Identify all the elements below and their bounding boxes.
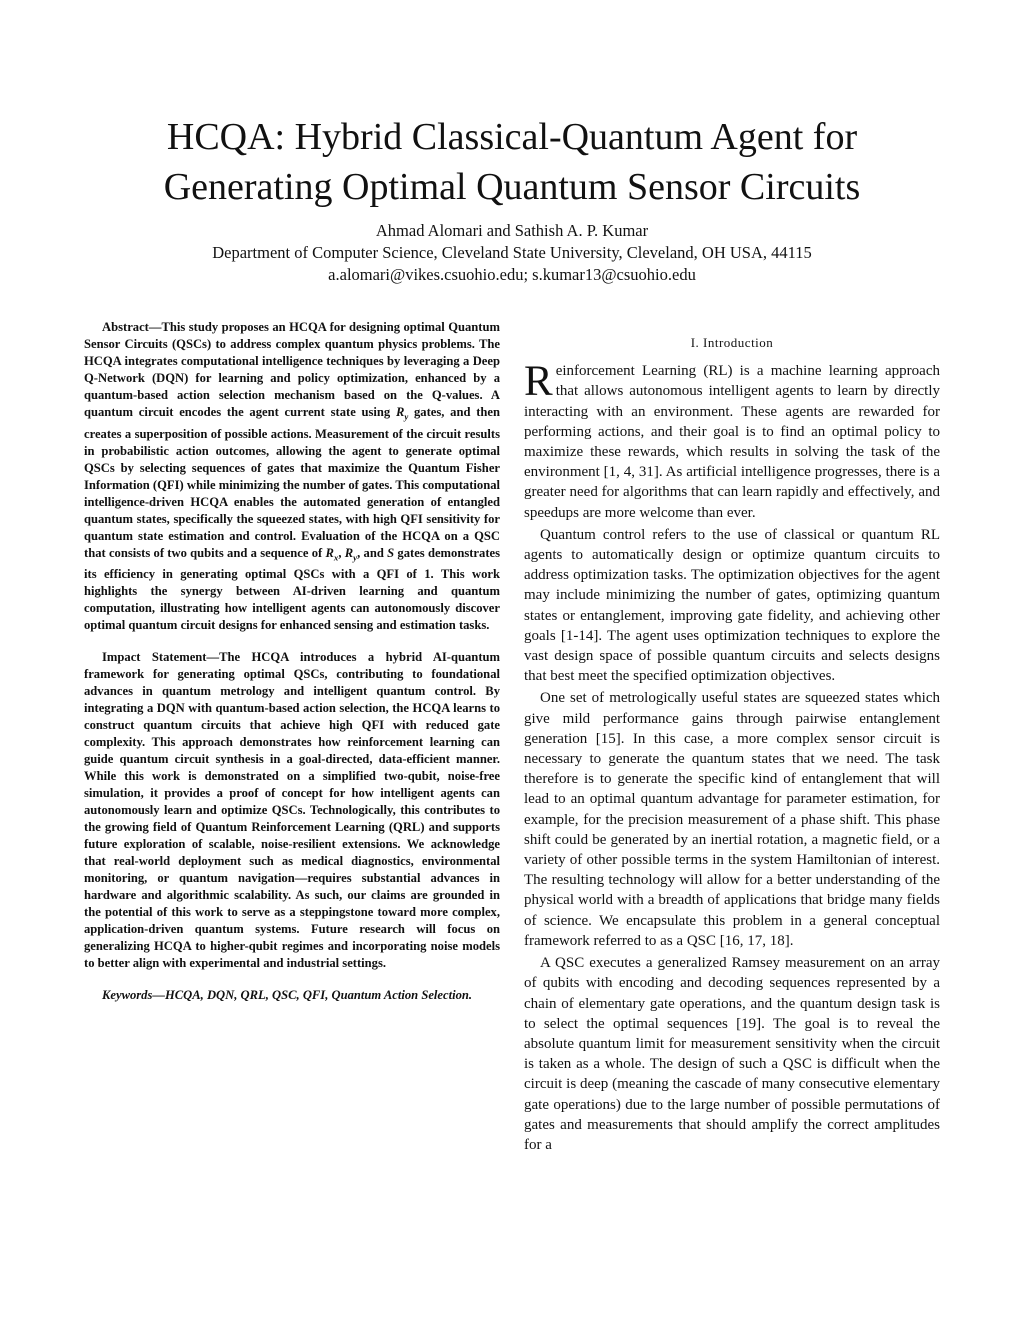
- abstract-label: Abstract—: [102, 320, 162, 334]
- author-block: [60, 220, 964, 286]
- right-column: [524, 333, 940, 1157]
- keywords-label: Keywords—: [102, 988, 165, 1003]
- abstract-text-2: gates, and then creates a superposition of possible actions. Measurement of the circuit results in probabilistic action outcomes, allowing the agent to generate optimal QSCs by selecting sequences of gates that maximize the Quantum Fisher Information (QFI) while minimizing the number of gates. This computational intelligence-driven HCQA enables the automated generation of entangled quantum states, specifically the squeezed states, with high QFI sensitivity for quantum state estimation and control. Evaluation of the HCQA on a QSC that consists of two qubits and a sequence of: [84, 405, 501, 560]
- title-line-2: Generating Optimal Quantum Sensor Circuits: [163, 166, 861, 208]
- abstract-text-1: This study proposes an HCQA for designing optimal Quantum Sensor Circuits (QSCs) to address complex quantum physics problems. The HCQA integrates computational intelligence techniques by leveraging a Deep Q-Network (DQN) for learning and policy optimization, enhanced by a quantum-based action selection mechanism based on the Q-values. A quantum circuit encodes the agent current state using: [84, 320, 500, 419]
- intro-paragraph-1: Reinforcement Learning (RL) is a machine learning approach that allows autonomous intelligent agents to learn by directly interacting with an environment. These agents are rewarded for performing actions, and their goal is to find an optimal policy to maximize these rewards, which results in solving the task of the environment [1, 4, 31]. As artificial intelligence progresses, there is a greater need for algorithms that can learn rapidly and effectively, and speedups are more welcome than ever.: [524, 358, 940, 521]
- abstract-text-3: gates demonstrates its efficiency in generating optimal QSCs with a QFI of 1. This work highlights the synergy between AI-driven learning and quantum computation, illustrating how intelligent agents can autonomously discover optimal quantum circuit designs for enhanced sensing and estimation tasks.: [84, 545, 501, 633]
- keywords: [84, 987, 500, 1004]
- author-affiliation: Department of Computer Science, Cleveland State University, Cleveland, OH USA, 44115: [212, 243, 812, 262]
- author-emails: a.alomari@vikes.csuohio.edu; s.kumar13@csuohio.edu: [328, 265, 696, 284]
- impact-statement: [84, 649, 500, 972]
- author-names: Ahmad Alomari and Sathish A. P. Kumar: [375, 221, 649, 240]
- math-ry-2: $R_y$: [344, 545, 358, 563]
- title-line-1: HCQA: Hybrid Classical-Quantum Agent for: [166, 116, 858, 158]
- intro-paragraph-4: A QSC executes a generalized Ramsey measurement on an array of qubits with encoding and decoding sequences represented by a chain of elementary gate operations, and the quantum design task is to select the optimal sequences [19]. The goal is to reveal the absolute quantum limit for measurement sensitivity when the circuit is taken as a whole. The design of such a QSC is difficult when the circuit is deep (meaning the cascade of many consecutive elementary gate operations) due to the large number of possible permutations of gates and measurements that should amplify the correct amplitudes for a: [524, 955, 940, 1153]
- impact-label: Impact Statement—: [102, 650, 220, 665]
- math-s: S: [387, 545, 395, 560]
- math-rx: $R_x$: [325, 545, 339, 563]
- left-column: [84, 319, 500, 1019]
- intro-paragraph-3: One set of metrologically useful states are squeezed states which give mild performance gains through pairwise entanglement generation [15]. In this case, a more complex sensor circuit is necessary to generate the quantum states that we need. The task therefore is to generate the specific kind of entanglement that will lead to an optimal quantum advantage for parameter estimation, for example, for the precision measurement of a phase shift. This phase shift could be generated by an inertial rotation, a magnetic field, or a variety of other possible terms in the system Hamiltonian of interest. The resulting technology will allow for a better understanding of the physical world with a breadth of applications that bridge many fields of science. We encapsulate this problem in a general conceptual framework referred to as a QSC [16, 17, 18].: [524, 690, 940, 949]
- impact-text: The HCQA introduces a hybrid AI-quantum framework for generating optimal QSCs, contributing to foundational advances in quantum metrology and intelligent quantum control. By integrating a DQN with quantum-based action selection, the HCQA learns to construct quantum circuits that achieve high QFI with reduced gate complexity. This approach demonstrates how reinforcement learning can guide quantum circuit synthesis in a goal-directed, data-efficient manner. While this work is demonstrated on a simplified two-qubit, noise-free simulation, it provides a proof of concept for how intelligent agents can autonomously learn and optimize QSCs. Technologically, this contributes to the growing field of Quantum Reinforcement Learning (QRL) and supports future exploration of scalable, noise-resilient extensions. We acknowledge that real-world deployment such as medical diagnostics, environmental monitoring, or quantum navigation—requires substantial advances in hardware and algorithmic scalability. As such, our claims are grounded in the potential of this work to serve as a steppingstone toward more complex, application-driven quantum systems. Future research will focus on generalizing HCQA to higher-qubit regimes and incorporating noise models to better align with experimental and industrial settings.: [84, 650, 501, 971]
- paper-title: [60, 112, 964, 212]
- section-heading-introduction: I. Introduction: [690, 335, 774, 350]
- drop-cap: R: [524, 358, 553, 406]
- abstract: Abstract—This study proposes an HCQA for designing optimal Quantum Sensor Circuits (QSCs) to address complex quantum physics problems. The HCQA integrates computational intelligence techniques by leveraging a Deep Q-Network (DQN) for learning and policy optimization, enhanced by a quantum-based action selection mechanism based on the Q-values. A quantum circuit encodes the agent current state using $R_y$ gates, and then creates a superposition of possible actions. Measurement of the circuit results in probabilistic action outcomes, allowing the agent to generate optimal QSCs by selecting sequences of gates that maximize the Quantum Fisher Information (QFI) while minimizing the number of gates. This computational intelligence-driven HCQA enables the automated generation of entangled quantum states, specifically the squeezed states, with high QFI sensitivity for quantum state estimation and control. Evaluation of the HCQA on a QSC that consists of two qubits and a sequence of $R_x$, $R_y$, and S gates demonstrates its efficiency in generating optimal QSCs with a QFI of 1. This work highlights the synergy between AI-driven learning and quantum computation, illustrating how intelligent agents can autonomously discover optimal quantum circuit designs for enhanced sensing and estimation tasks.: [84, 320, 501, 633]
- math-ry: $R_y$: [395, 405, 409, 422]
- keywords-text: HCQA, DQN, QRL, QSC, QFI, Quantum Action Selection.: [164, 988, 473, 1003]
- intro-paragraph-2: Quantum control refers to the use of classical or quantum RL agents to automatically design or optimize quantum circuits to address optimization tasks. The optimization objectives for the agent may include minimizing the number of gates, optimizing quantum states or entanglement, improving gate fidelity, and achieving other goals [1-14]. The agent uses optimization techniques to explore the vast design space of possible quantum circuits and selects designs that best meet the specified optimization objectives.: [524, 526, 940, 685]
